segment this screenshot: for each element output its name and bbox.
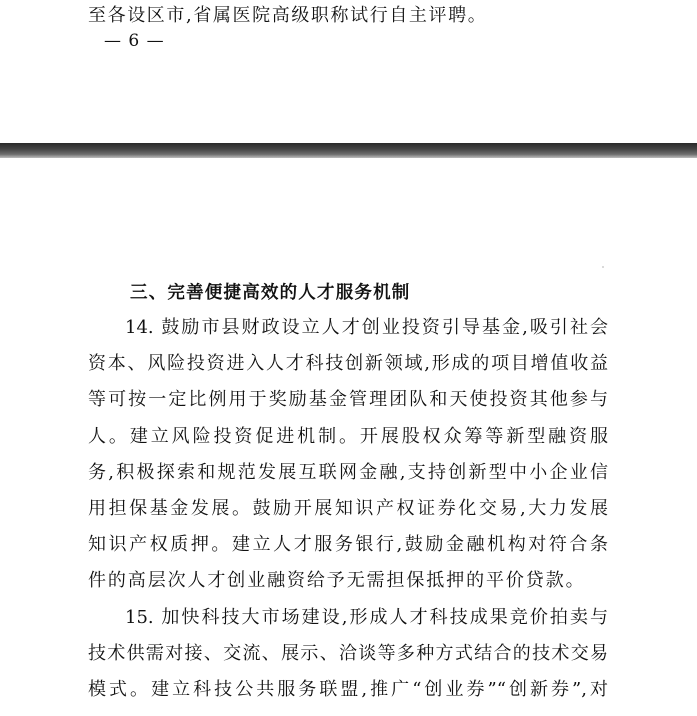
- paragraph-15-line-1: 15. 加快科技大市场建设,形成人才科技成果竞价拍卖与: [125, 607, 608, 628]
- paragraph-14-line-1: 14. 鼓励市县财政设立人才创业投资引导基金,吸引社会: [125, 317, 608, 338]
- paragraph-14-line-2: 资本、风险投资进入人才科技创新领域,形成的项目增值收益: [88, 353, 608, 374]
- paragraph-14-line-8: 件的高层次人才创业融资给予无需担保抵押的平价贷款。: [88, 570, 586, 591]
- upper-page: [0, 0, 697, 143]
- paragraph-14-line-7: 知识产权质押。建立人才服务银行,鼓励金融机构对符合条: [88, 534, 608, 555]
- section-heading: 三、完善便捷高效的人才服务机制: [130, 283, 411, 303]
- paragraph-15-line-2: 技术供需对接、交流、展示、洽谈等多种方式结合的技术交易: [88, 643, 608, 664]
- upper-page-last-line: 至各设区市,省属医院高级职称试行自主评聘。: [88, 5, 488, 26]
- scan-speck: [602, 266, 604, 268]
- page-separator: [0, 143, 697, 158]
- paragraph-14-line-6: 用担保基金发展。鼓励开展知识产权证券化交易,大力发展: [88, 498, 608, 519]
- paragraph-14-line-5: 务,积极探索和规范发展互联网金融,支持创新型中小企业信: [88, 462, 608, 483]
- paragraph-14-line-3: 等可按一定比例用于奖励基金管理团队和天使投资其他参与: [88, 389, 608, 410]
- page-number: — 6 —: [104, 31, 165, 51]
- paragraph-14-line-4: 人。建立风险投资促进机制。开展股权众筹等新型融资服: [88, 426, 608, 447]
- paragraph-15-line-3: 模式。建立科技公共服务联盟,推广“创业券”“创新券”,对: [88, 679, 608, 700]
